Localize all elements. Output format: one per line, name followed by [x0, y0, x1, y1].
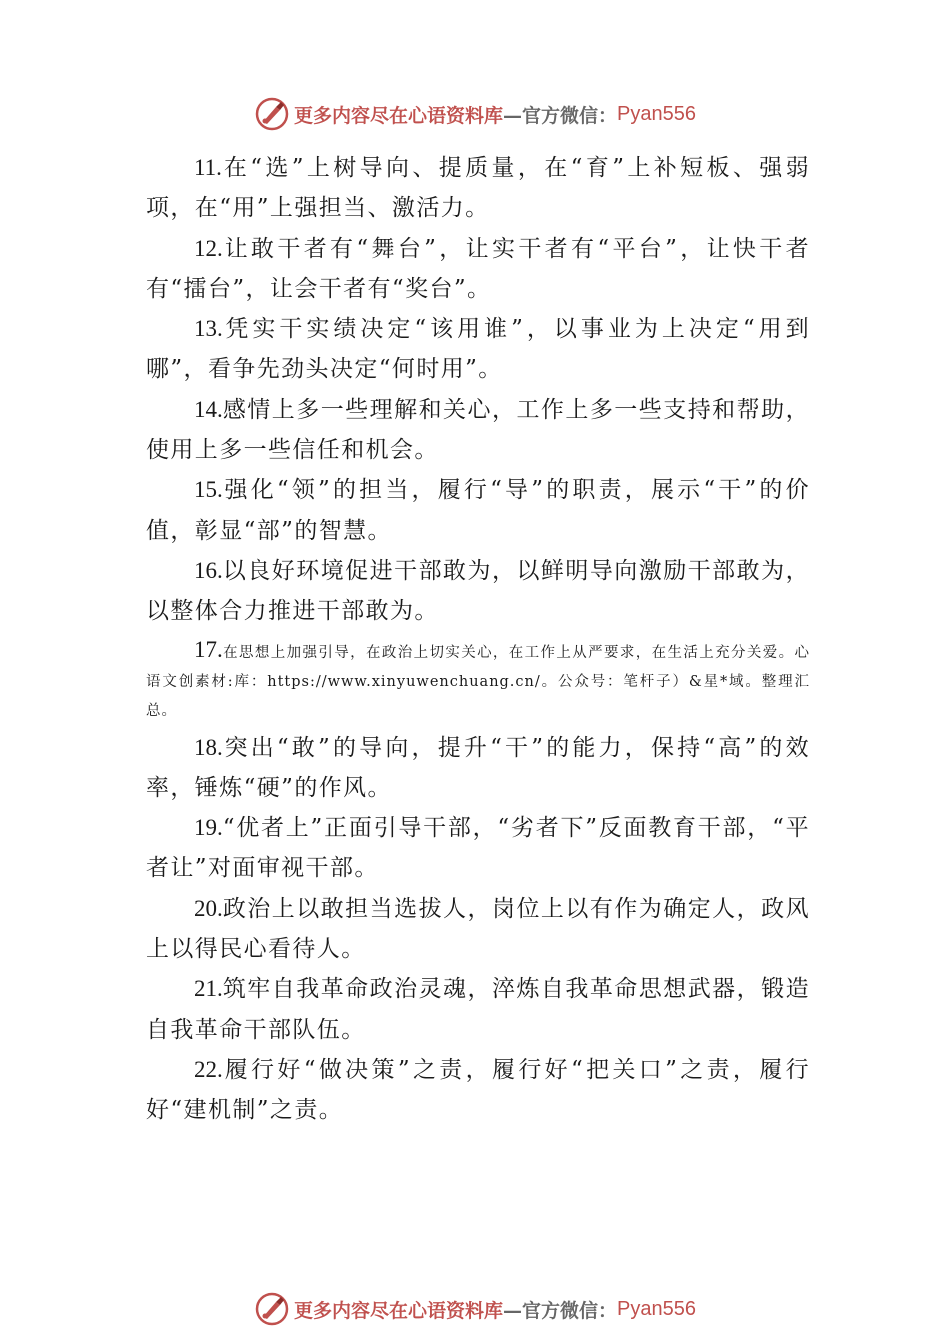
- banner-wechat-label: —官方微信：: [503, 104, 618, 127]
- banner-title: 更多内容尽在心语资料库: [294, 104, 504, 127]
- list-item: 20.政治上以敢担当选拔人，岗位上以有作为确定人，政风上以得民心看待人。: [146, 895, 810, 963]
- list-item: 13.凭实干实绩决定“该用谁”，以事业为上决定“用到哪”，看争先劲头决定“何时用”。: [146, 316, 810, 383]
- list-item: 14.感情上多一些理解和关心，工作上多一些支持和帮助，使用上多一些信任和机会。: [146, 396, 810, 464]
- list-item: 16.以良好环境促进干部敢为，以鲜明导向激励干部敢为，以整体合力推进干部敢为。: [146, 557, 810, 625]
- list-item: 18.突出“敢”的导向，提升“干”的能力，保持“高”的效率，锤炼“硬”的作风。: [146, 734, 810, 801]
- brush-logo-icon: [254, 1291, 290, 1327]
- banner-title: 更多内容尽在心语资料库: [294, 1299, 504, 1322]
- list-item: 12.让敢干者有“舞台”，让实干者有“平台”，让快干者有“擂台”，让会干者有“奖台”。: [146, 235, 810, 302]
- list-item: 21.筑牢自我革命政治灵魂，淬炼自我革命思想武器，锻造自我革命干部队伍。: [146, 976, 810, 1043]
- list-item: 19.“优者上”正面引导干部，“劣者下”反面教育干部，“平者让”对面审视干部。: [146, 815, 810, 882]
- list-item: 15.强化“领”的担当，履行“导”的职责，展示“干”的价值，彰显“部”的智慧。: [146, 477, 810, 544]
- banner-wechat-id: Pyan556: [617, 102, 696, 125]
- document-body: [146, 148, 810, 1131]
- header-banner: [0, 94, 950, 134]
- list-item-watermark: 17.在思想上加强引导，在政治上切实关心，在工作上从严要求，在生活上充分关爱。心语文创素材:库：https://www.xinyuwenchuang.cn/。公众号：笔杆子）&星*域。整理汇总。: [146, 636, 810, 719]
- list-item: 22.履行好“做决策”之责，履行好“把关口”之责，履行好“建机制”之责。: [146, 1056, 810, 1124]
- brush-logo-icon: [254, 96, 290, 132]
- banner-wechat-id: Pyan556: [617, 1297, 696, 1320]
- footer-banner: [0, 1289, 950, 1329]
- list-item: 11.在“选”上树导向、提质量，在“育”上补短板、强弱项，在“用”上强担当、激活力。: [146, 155, 810, 222]
- banner-wechat-label: —官方微信：: [503, 1299, 618, 1322]
